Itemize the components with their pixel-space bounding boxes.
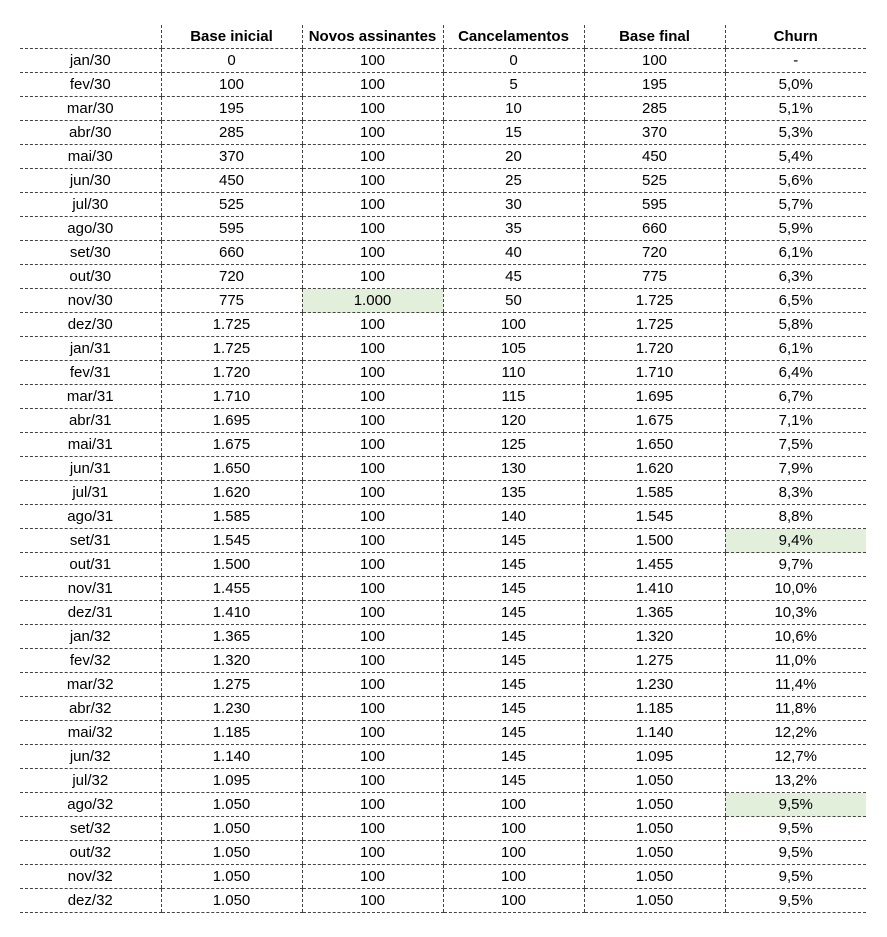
cell-base-final: 1.050	[584, 817, 725, 841]
cell-novos-assinantes: 100	[302, 313, 443, 337]
cell-cancelamentos: 120	[443, 409, 584, 433]
cell-base-inicial: 0	[161, 49, 302, 73]
cell-month: out/32	[20, 841, 161, 865]
header-churn: Churn	[725, 25, 866, 49]
cell-cancelamentos: 145	[443, 649, 584, 673]
cell-base-inicial: 525	[161, 193, 302, 217]
cell-base-final: 1.455	[584, 553, 725, 577]
cell-month: jul/30	[20, 193, 161, 217]
cell-novos-assinantes: 100	[302, 241, 443, 265]
table-row	[20, 721, 866, 745]
cell-base-final: 1.050	[584, 865, 725, 889]
cell-month: jun/32	[20, 745, 161, 769]
table-row	[20, 73, 866, 97]
cell-month: mai/31	[20, 433, 161, 457]
cell-base-inicial: 1.455	[161, 577, 302, 601]
cell-novos-assinantes: 100	[302, 49, 443, 73]
table-row	[20, 385, 866, 409]
table-row	[20, 481, 866, 505]
cell-cancelamentos: 100	[443, 793, 584, 817]
cell-month: abr/31	[20, 409, 161, 433]
cell-base-inicial: 1.275	[161, 673, 302, 697]
cell-base-inicial: 1.410	[161, 601, 302, 625]
cell-month: set/31	[20, 529, 161, 553]
cell-base-inicial: 1.585	[161, 505, 302, 529]
cell-base-inicial: 1.095	[161, 769, 302, 793]
cell-base-inicial: 1.050	[161, 865, 302, 889]
cell-cancelamentos: 145	[443, 769, 584, 793]
cell-churn: 7,5%	[725, 433, 866, 457]
cell-base-final: 595	[584, 193, 725, 217]
cell-churn: 6,3%	[725, 265, 866, 289]
cell-cancelamentos: 140	[443, 505, 584, 529]
table-row	[20, 217, 866, 241]
table-row	[20, 361, 866, 385]
cell-base-final: 660	[584, 217, 725, 241]
cell-base-final: 1.500	[584, 529, 725, 553]
header-cancelamentos: Cancelamentos	[443, 25, 584, 49]
cell-month: ago/31	[20, 505, 161, 529]
cell-base-inicial: 1.050	[161, 793, 302, 817]
cell-base-inicial: 1.050	[161, 817, 302, 841]
cell-month: set/30	[20, 241, 161, 265]
table-row	[20, 745, 866, 769]
cell-base-final: 1.275	[584, 649, 725, 673]
cell-month: abr/32	[20, 697, 161, 721]
table-row	[20, 625, 866, 649]
cell-novos-assinantes: 100	[302, 505, 443, 529]
cell-churn: 6,5%	[725, 289, 866, 313]
table-row	[20, 601, 866, 625]
table-row	[20, 169, 866, 193]
cell-cancelamentos: 145	[443, 553, 584, 577]
cell-base-final: 1.050	[584, 769, 725, 793]
cell-cancelamentos: 145	[443, 745, 584, 769]
cell-base-final: 1.585	[584, 481, 725, 505]
cell-churn: 9,4%	[725, 529, 866, 553]
table-row	[20, 793, 866, 817]
cell-churn: 5,6%	[725, 169, 866, 193]
cell-base-inicial: 1.185	[161, 721, 302, 745]
cell-novos-assinantes: 100	[302, 793, 443, 817]
cell-novos-assinantes: 100	[302, 865, 443, 889]
cell-cancelamentos: 105	[443, 337, 584, 361]
cell-novos-assinantes: 100	[302, 265, 443, 289]
cell-churn: 12,7%	[725, 745, 866, 769]
cell-cancelamentos: 20	[443, 145, 584, 169]
cell-novos-assinantes: 100	[302, 217, 443, 241]
cell-month: ago/32	[20, 793, 161, 817]
cell-churn: 9,5%	[725, 889, 866, 913]
table-row	[20, 889, 866, 913]
cell-base-final: 1.545	[584, 505, 725, 529]
table-row	[20, 577, 866, 601]
table-row	[20, 49, 866, 73]
cell-novos-assinantes: 100	[302, 433, 443, 457]
cell-base-final: 285	[584, 97, 725, 121]
table-row	[20, 433, 866, 457]
cell-churn: 7,9%	[725, 457, 866, 481]
cell-base-final: 1.720	[584, 337, 725, 361]
cell-base-inicial: 1.725	[161, 313, 302, 337]
cell-month: fev/30	[20, 73, 161, 97]
cell-base-inicial: 1.365	[161, 625, 302, 649]
cell-base-inicial: 1.545	[161, 529, 302, 553]
cell-month: fev/31	[20, 361, 161, 385]
cell-cancelamentos: 40	[443, 241, 584, 265]
cell-cancelamentos: 110	[443, 361, 584, 385]
cell-cancelamentos: 145	[443, 697, 584, 721]
cell-base-final: 1.050	[584, 841, 725, 865]
cell-churn: 5,3%	[725, 121, 866, 145]
table-row	[20, 337, 866, 361]
cell-churn: 5,4%	[725, 145, 866, 169]
cell-novos-assinantes: 100	[302, 361, 443, 385]
cell-churn: 6,1%	[725, 337, 866, 361]
cell-base-final: 1.050	[584, 793, 725, 817]
cell-month: nov/32	[20, 865, 161, 889]
cell-churn: 10,6%	[725, 625, 866, 649]
cell-churn: 5,7%	[725, 193, 866, 217]
cell-base-final: 1.230	[584, 673, 725, 697]
table-row	[20, 673, 866, 697]
cell-base-inicial: 450	[161, 169, 302, 193]
cell-base-inicial: 1.695	[161, 409, 302, 433]
cell-novos-assinantes: 100	[302, 889, 443, 913]
cell-base-inicial: 1.620	[161, 481, 302, 505]
table-row	[20, 697, 866, 721]
cell-churn: 13,2%	[725, 769, 866, 793]
cell-novos-assinantes: 100	[302, 97, 443, 121]
cell-base-inicial: 1.050	[161, 889, 302, 913]
table-header	[20, 25, 866, 49]
cell-month: nov/31	[20, 577, 161, 601]
table-row	[20, 529, 866, 553]
cell-month: dez/30	[20, 313, 161, 337]
cell-month: dez/32	[20, 889, 161, 913]
cell-novos-assinantes: 100	[302, 193, 443, 217]
table-row	[20, 193, 866, 217]
cell-novos-assinantes: 100	[302, 577, 443, 601]
cell-base-inicial: 1.710	[161, 385, 302, 409]
cell-churn: 10,0%	[725, 577, 866, 601]
cell-churn: 7,1%	[725, 409, 866, 433]
cell-month: fev/32	[20, 649, 161, 673]
cell-cancelamentos: 115	[443, 385, 584, 409]
cell-base-inicial: 285	[161, 121, 302, 145]
cell-month: set/32	[20, 817, 161, 841]
table-row	[20, 289, 866, 313]
cell-base-final: 1.365	[584, 601, 725, 625]
cell-base-final: 1.710	[584, 361, 725, 385]
cell-cancelamentos: 145	[443, 577, 584, 601]
cell-base-inicial: 775	[161, 289, 302, 313]
cell-novos-assinantes: 100	[302, 481, 443, 505]
cell-churn: 12,2%	[725, 721, 866, 745]
cell-cancelamentos: 45	[443, 265, 584, 289]
header-base-inicial: Base inicial	[161, 25, 302, 49]
cell-month: mar/31	[20, 385, 161, 409]
cell-novos-assinantes: 100	[302, 145, 443, 169]
cell-base-final: 720	[584, 241, 725, 265]
cell-cancelamentos: 135	[443, 481, 584, 505]
cell-novos-assinantes: 100	[302, 673, 443, 697]
cell-churn: 8,3%	[725, 481, 866, 505]
table-row	[20, 769, 866, 793]
cell-churn: 6,4%	[725, 361, 866, 385]
cell-base-inicial: 1.320	[161, 649, 302, 673]
cell-month: out/30	[20, 265, 161, 289]
cell-month: mar/30	[20, 97, 161, 121]
cell-base-inicial: 1.140	[161, 745, 302, 769]
cell-cancelamentos: 35	[443, 217, 584, 241]
cell-novos-assinantes: 100	[302, 745, 443, 769]
table-row	[20, 817, 866, 841]
cell-cancelamentos: 15	[443, 121, 584, 145]
cell-churn: 9,5%	[725, 817, 866, 841]
cell-churn: 8,8%	[725, 505, 866, 529]
cell-cancelamentos: 100	[443, 817, 584, 841]
cell-cancelamentos: 10	[443, 97, 584, 121]
cell-base-final: 1.675	[584, 409, 725, 433]
cell-churn: 6,7%	[725, 385, 866, 409]
cell-novos-assinantes: 100	[302, 169, 443, 193]
cell-base-final: 1.620	[584, 457, 725, 481]
table-row	[20, 865, 866, 889]
cell-base-final: 1.095	[584, 745, 725, 769]
cell-base-inicial: 1.650	[161, 457, 302, 481]
cell-churn: 5,9%	[725, 217, 866, 241]
table-row	[20, 121, 866, 145]
cell-cancelamentos: 0	[443, 49, 584, 73]
cell-churn: 11,8%	[725, 697, 866, 721]
cell-cancelamentos: 50	[443, 289, 584, 313]
table-row	[20, 97, 866, 121]
table-body	[20, 49, 866, 913]
cell-cancelamentos: 30	[443, 193, 584, 217]
cell-novos-assinantes: 100	[302, 457, 443, 481]
table-row	[20, 265, 866, 289]
cell-base-inicial: 1.050	[161, 841, 302, 865]
cell-base-inicial: 1.725	[161, 337, 302, 361]
cell-base-final: 195	[584, 73, 725, 97]
cell-novos-assinantes: 100	[302, 625, 443, 649]
header-base-final: Base final	[584, 25, 725, 49]
cell-novos-assinantes: 100	[302, 121, 443, 145]
cell-novos-assinantes: 1.000	[302, 289, 443, 313]
cell-churn: 11,4%	[725, 673, 866, 697]
cell-month: jul/32	[20, 769, 161, 793]
cell-base-inicial: 100	[161, 73, 302, 97]
cell-base-final: 1.320	[584, 625, 725, 649]
subscriber-churn-table	[20, 25, 866, 913]
cell-cancelamentos: 145	[443, 601, 584, 625]
table-row	[20, 505, 866, 529]
table-row	[20, 145, 866, 169]
cell-novos-assinantes: 100	[302, 841, 443, 865]
cell-base-final: 775	[584, 265, 725, 289]
cell-cancelamentos: 100	[443, 841, 584, 865]
cell-novos-assinantes: 100	[302, 769, 443, 793]
cell-base-final: 370	[584, 121, 725, 145]
table-row	[20, 241, 866, 265]
cell-cancelamentos: 145	[443, 673, 584, 697]
cell-cancelamentos: 25	[443, 169, 584, 193]
cell-base-inicial: 660	[161, 241, 302, 265]
cell-base-final: 1.140	[584, 721, 725, 745]
cell-churn: 10,3%	[725, 601, 866, 625]
cell-month: jun/31	[20, 457, 161, 481]
table-row	[20, 553, 866, 577]
cell-cancelamentos: 100	[443, 313, 584, 337]
cell-cancelamentos: 130	[443, 457, 584, 481]
cell-base-final: 100	[584, 49, 725, 73]
cell-cancelamentos: 100	[443, 865, 584, 889]
cell-base-final: 1.650	[584, 433, 725, 457]
cell-cancelamentos: 100	[443, 889, 584, 913]
cell-month: mar/32	[20, 673, 161, 697]
header-novos-assinantes: Novos assinantes	[302, 25, 443, 49]
cell-cancelamentos: 145	[443, 625, 584, 649]
table-row	[20, 841, 866, 865]
cell-novos-assinantes: 100	[302, 721, 443, 745]
cell-month: mai/30	[20, 145, 161, 169]
cell-cancelamentos: 145	[443, 721, 584, 745]
cell-churn: 11,0%	[725, 649, 866, 673]
cell-month: out/31	[20, 553, 161, 577]
cell-month: jan/31	[20, 337, 161, 361]
header-month	[20, 25, 161, 49]
cell-churn: 5,1%	[725, 97, 866, 121]
cell-churn: -	[725, 49, 866, 73]
cell-churn: 5,0%	[725, 73, 866, 97]
cell-base-inicial: 370	[161, 145, 302, 169]
cell-base-final: 1.185	[584, 697, 725, 721]
cell-month: mai/32	[20, 721, 161, 745]
cell-month: dez/31	[20, 601, 161, 625]
cell-base-inicial: 1.230	[161, 697, 302, 721]
cell-base-final: 1.410	[584, 577, 725, 601]
cell-base-inicial: 1.500	[161, 553, 302, 577]
cell-novos-assinantes: 100	[302, 649, 443, 673]
cell-base-inicial: 1.720	[161, 361, 302, 385]
cell-churn: 9,5%	[725, 793, 866, 817]
table-row	[20, 457, 866, 481]
cell-base-final: 1.050	[584, 889, 725, 913]
cell-churn: 6,1%	[725, 241, 866, 265]
cell-churn: 9,5%	[725, 865, 866, 889]
cell-novos-assinantes: 100	[302, 697, 443, 721]
cell-month: jan/30	[20, 49, 161, 73]
cell-churn: 9,7%	[725, 553, 866, 577]
cell-churn: 5,8%	[725, 313, 866, 337]
cell-base-inicial: 1.675	[161, 433, 302, 457]
cell-month: abr/30	[20, 121, 161, 145]
header-row	[20, 25, 866, 49]
cell-month: nov/30	[20, 289, 161, 313]
cell-base-final: 1.725	[584, 313, 725, 337]
cell-base-inicial: 195	[161, 97, 302, 121]
cell-month: jun/30	[20, 169, 161, 193]
cell-novos-assinantes: 100	[302, 385, 443, 409]
cell-base-final: 450	[584, 145, 725, 169]
cell-base-inicial: 720	[161, 265, 302, 289]
cell-novos-assinantes: 100	[302, 817, 443, 841]
table-row	[20, 313, 866, 337]
table-row	[20, 649, 866, 673]
cell-month: jan/32	[20, 625, 161, 649]
cell-novos-assinantes: 100	[302, 409, 443, 433]
cell-novos-assinantes: 100	[302, 601, 443, 625]
cell-base-inicial: 595	[161, 217, 302, 241]
cell-cancelamentos: 145	[443, 529, 584, 553]
cell-novos-assinantes: 100	[302, 529, 443, 553]
cell-base-final: 1.725	[584, 289, 725, 313]
cell-novos-assinantes: 100	[302, 73, 443, 97]
cell-base-final: 1.695	[584, 385, 725, 409]
cell-churn: 9,5%	[725, 841, 866, 865]
cell-cancelamentos: 5	[443, 73, 584, 97]
cell-novos-assinantes: 100	[302, 337, 443, 361]
cell-cancelamentos: 125	[443, 433, 584, 457]
cell-month: ago/30	[20, 217, 161, 241]
cell-novos-assinantes: 100	[302, 553, 443, 577]
table-row	[20, 409, 866, 433]
cell-month: jul/31	[20, 481, 161, 505]
cell-base-final: 525	[584, 169, 725, 193]
